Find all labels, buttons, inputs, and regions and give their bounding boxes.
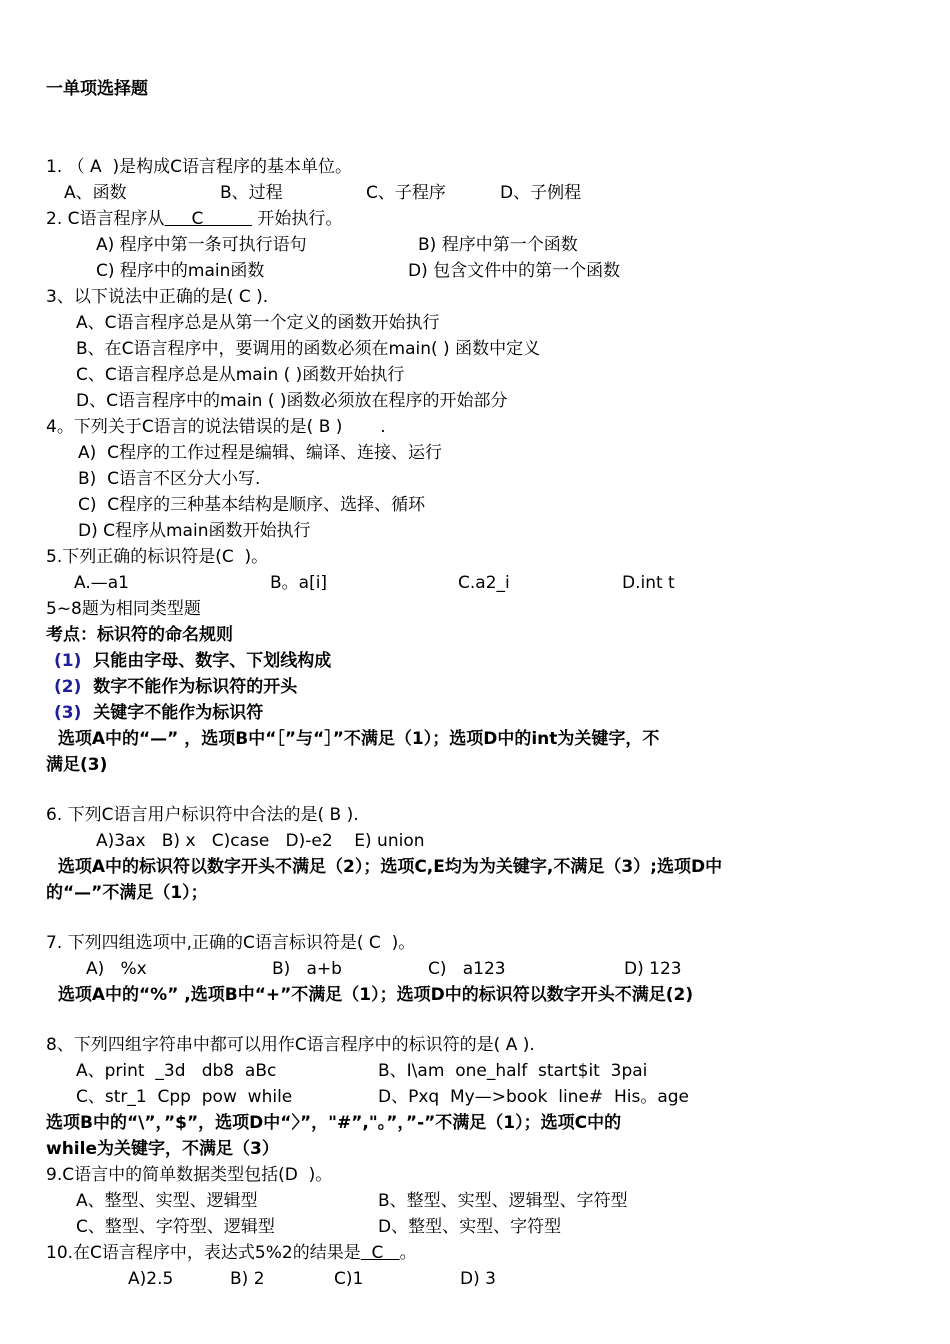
question-6-stem: 6. 下列C语言用户标识符中合法的是( B ).: [46, 805, 359, 825]
question-10-stem-post: 。: [399, 1243, 417, 1263]
question-1-stem: 1. （ A )是构成C语言程序的基本单位。: [46, 157, 352, 177]
question-2-option-c: C) 程序中的main函数: [96, 261, 265, 281]
question-8-option-a: A、print _3d db8 aBc: [76, 1061, 277, 1081]
question-3-option-b: B、在C语言程序中，要调用的函数必须在main( ) 函数中定义: [76, 339, 541, 359]
question-4-option-d: D) C程序从main函数开始执行: [78, 521, 311, 541]
question-1-option-a: A、函数: [64, 183, 127, 203]
question-9-option-b: B、整型、实型、逻辑型、字符型: [378, 1191, 628, 1211]
explanation-6-line-2: 的“—”不满足（1）；: [46, 883, 208, 903]
question-3-stem: 3、以下说法中正确的是( C ).: [46, 287, 269, 307]
explanation-6-line-1: 选项A中的标识符以数字开头不满足（2）；选项C,E均为为关键字,不满足（3）;选项D中: [46, 857, 723, 877]
question-4-option-b: B) C语言不区分大小写.: [78, 469, 261, 489]
question-5-stem: 5.下列正确的标识符是(C )。: [46, 547, 269, 567]
question-5-option-c: C.a2_i: [458, 573, 510, 593]
question-9-option-d: D、整型、实型、字符型: [378, 1217, 562, 1237]
question-7-option-a: A) %x: [86, 959, 147, 979]
rule-number: (2): [54, 677, 82, 697]
question-2-option-b: B) 程序中第一个函数: [418, 235, 578, 255]
question-2-stem-post: 开始执行。: [252, 209, 343, 229]
question-2-answer: C: [164, 209, 253, 229]
question-8-option-b: B、I\am one_half start$it 3pai: [378, 1061, 648, 1081]
question-10-stem: [46, 1242, 417, 1264]
question-9-option-a: A、整型、实型、逻辑型: [76, 1191, 258, 1211]
question-1-option-b: B、过程: [220, 183, 283, 203]
explanation-8-line-1: 选项B中的“\”，”$”，选项D中“〉”，"#”,"。”，”-”不满足（1）；选项C中的: [46, 1113, 622, 1133]
question-4-option-a: A) C程序的工作过程是编辑、编译、连接、运行: [78, 443, 442, 463]
rule-text: 数字不能作为标识符的开头: [93, 677, 298, 697]
question-4-stem: 4。下列关于C语言的说法错误的是( B ) .: [46, 417, 386, 437]
rule-item: [54, 650, 331, 672]
question-5-option-b: B。a[i]: [270, 573, 328, 593]
question-10-option-b: B) 2: [230, 1269, 265, 1289]
question-3-option-c: C、C语言程序总是从main ( )函数开始执行: [76, 365, 405, 385]
explanation-7: 选项A中的“%” ,选项B中“+”不满足（1）；选项D中的标识符以数字开头不满足(2): [46, 985, 694, 1005]
question-8-option-c: C、str_1 Cpp pow while: [76, 1087, 293, 1107]
question-2-option-d: D) 包含文件中的第一个函数: [408, 261, 621, 281]
question-2-option-a: A) 程序中第一条可执行语句: [96, 235, 307, 255]
question-7-stem: 7. 下列四组选项中,正确的C语言标识符是( C )。: [46, 933, 416, 953]
explanation-5-line-1: 选项A中的“—” ，选项B中“［”与“］”不满足（1）；选项D中的int为关键字，不: [46, 729, 660, 749]
question-6-options: A)3ax B) x C)case D)-e2 E) union: [96, 831, 425, 851]
explanation-5-line-2: 满足(3): [46, 755, 108, 775]
rule-item: [54, 702, 263, 724]
question-1-option-d: D、子例程: [500, 183, 582, 203]
question-8-option-d: D、Pxq My—>book line# His。age: [378, 1087, 689, 1107]
same-type-note: 5~8题为相同类型题: [46, 599, 201, 619]
explanation-8-line-2: while为关键字，不满足（3）: [46, 1139, 279, 1159]
question-7-option-b: B) a+b: [272, 959, 342, 979]
question-7-option-c: C) a123: [428, 959, 506, 979]
question-1-option-c: C、子程序: [366, 183, 446, 203]
question-7-option-d: D) 123: [624, 959, 682, 979]
rule-text: 只能由字母、数字、下划线构成: [93, 651, 332, 671]
rule-item: [54, 676, 297, 698]
question-8-stem: 8、下列四组字符串中都可以用作C语言程序中的标识符的是( A ).: [46, 1035, 535, 1055]
question-9-option-c: C、整型、字符型、逻辑型: [76, 1217, 275, 1237]
question-10-answer: C: [360, 1243, 400, 1263]
question-2-stem: [46, 208, 342, 230]
question-10-option-c: C)1: [334, 1269, 364, 1289]
question-10-option-d: D) 3: [460, 1269, 496, 1289]
question-4-option-c: C) C程序的三种基本结构是顺序、选择、循环: [78, 495, 426, 515]
question-10-option-a: A)2.5: [128, 1269, 174, 1289]
question-9-stem: 9.C语言中的简单数据类型包括(D )。: [46, 1165, 333, 1185]
section-title: 一单项选择题: [46, 79, 148, 99]
rule-number: (1): [54, 651, 82, 671]
question-3-option-a: A、C语言程序总是从第一个定义的函数开始执行: [76, 313, 440, 333]
question-5-option-a: A.—a1: [74, 573, 129, 593]
question-5-option-d: D.int t: [622, 573, 675, 593]
question-10-stem-pre: 10.在C语言程序中，表达式5%2的结果是: [46, 1243, 361, 1263]
rule-number: (3): [54, 703, 82, 723]
question-2-stem-pre: 2. C语言程序从: [46, 209, 165, 229]
key-point-title: 考点：标识符的命名规则: [46, 625, 233, 645]
rule-text: 关键字不能作为标识符: [93, 703, 264, 723]
question-3-option-d: D、C语言程序中的main ( )函数必须放在程序的开始部分: [76, 391, 508, 411]
